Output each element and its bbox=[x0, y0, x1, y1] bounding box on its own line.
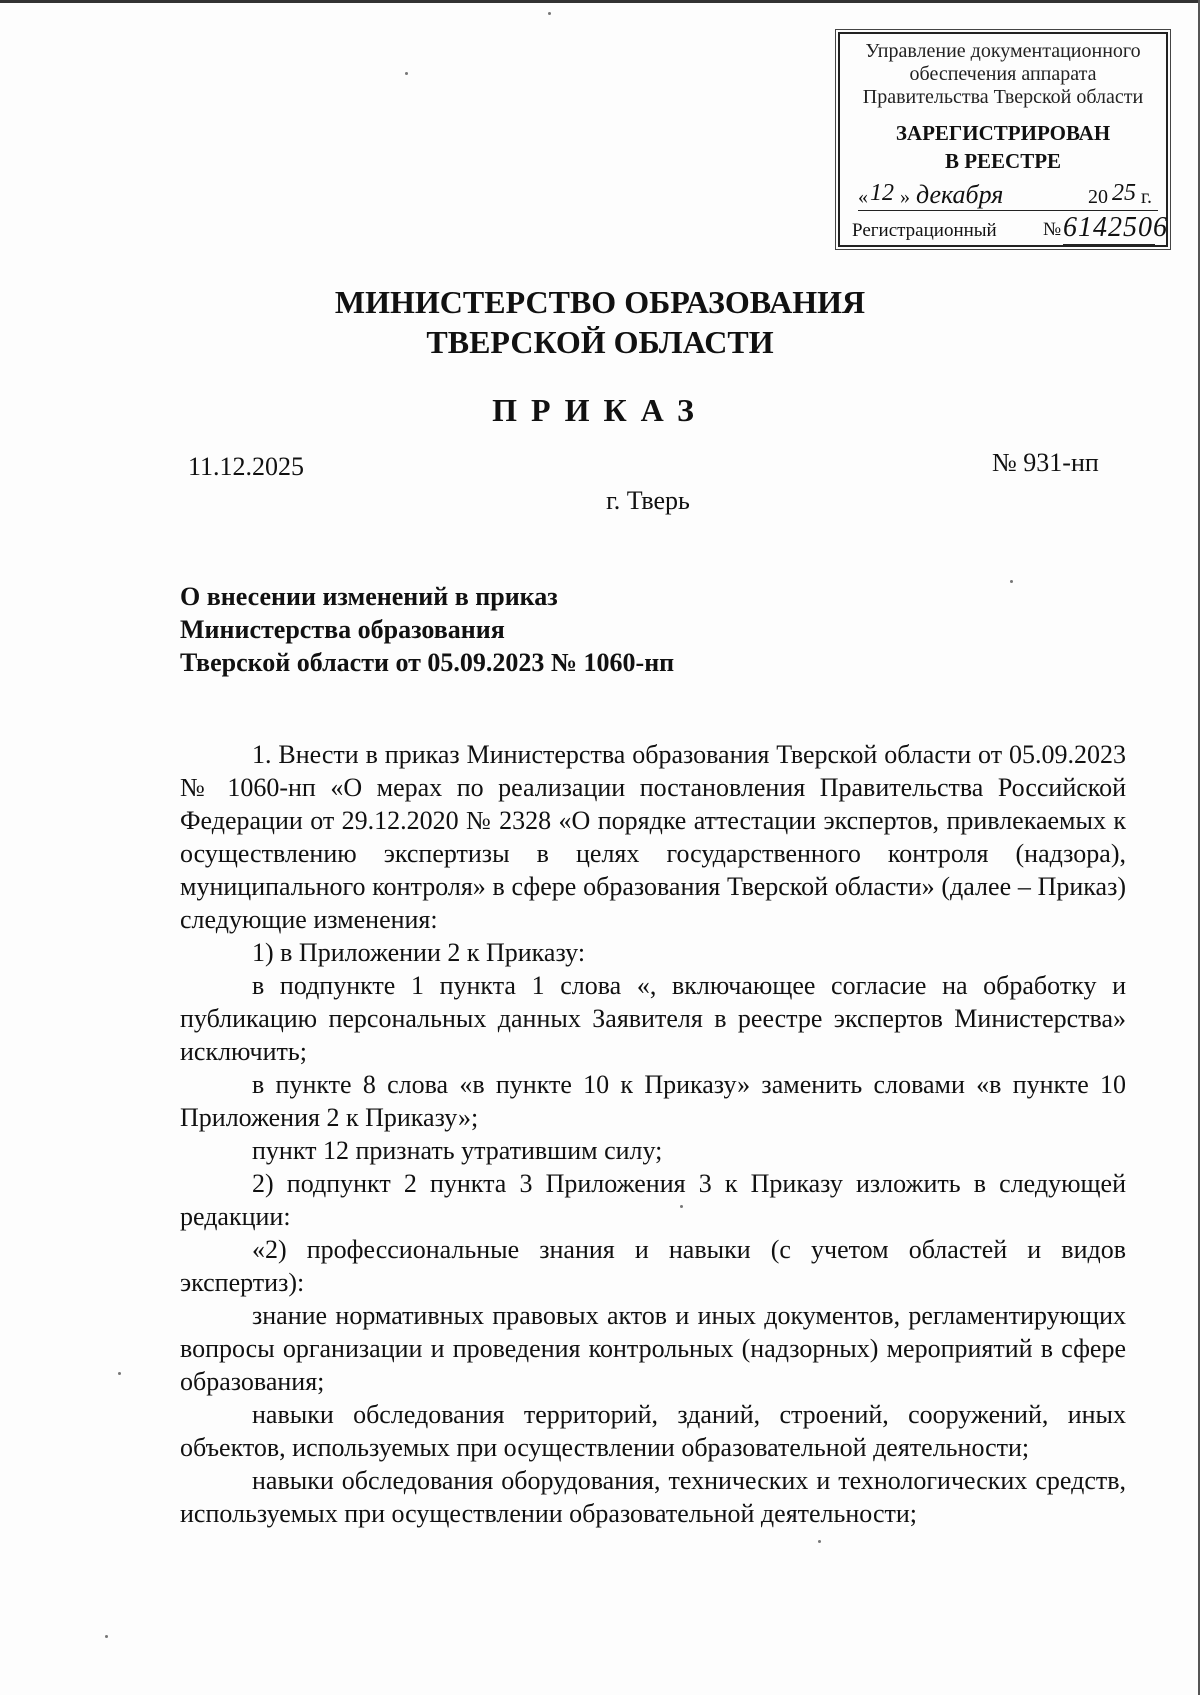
ministry-line: МИНИСТЕРСТВО ОБРАЗОВАНИЯ bbox=[334, 284, 866, 320]
document-subject bbox=[180, 580, 674, 679]
document-date: 11.12.2025 bbox=[188, 452, 305, 481]
document-number: № 931-нп bbox=[992, 448, 1099, 477]
stamp-date-open-quote: « bbox=[858, 186, 868, 208]
stamp-date-day: 12 bbox=[870, 180, 894, 206]
scan-speck bbox=[818, 1540, 821, 1543]
subject-line: Министерства образования bbox=[180, 615, 505, 644]
scan-speck bbox=[1010, 580, 1013, 583]
ministry-title bbox=[0, 282, 1200, 362]
stamp-reg-number: 6142506 bbox=[1063, 212, 1168, 243]
stamp-reg-underline bbox=[1063, 244, 1155, 245]
stamp-date-year-suffix: 25 bbox=[1112, 180, 1136, 206]
body-paragraph: «2) профессиональные знания и навыки (с учетом областей и видов экспертиз): bbox=[180, 1235, 1126, 1297]
stamp-registered-line: В РЕЕСТРЕ bbox=[944, 149, 1062, 173]
stamp-org-line: Правительства Тверской области bbox=[862, 86, 1144, 108]
body-paragraph: знание нормативных правовых актов и иных документов, регламентирующих вопросы организации и проведения контрольных (надзорных) мероприятий в сфере образования; bbox=[180, 1301, 1126, 1396]
document-type: ПРИКАЗ bbox=[492, 392, 708, 428]
body-paragraph: в пункте 8 слова «в пункте 10 к Приказу» заменить словами «в пункте 10 Приложения 2 к Приказу»; bbox=[180, 1070, 1126, 1132]
stamp-date bbox=[850, 180, 1160, 210]
scan-speck bbox=[105, 1635, 108, 1638]
stamp-registered-line: ЗАРЕГИСТРИРОВАН bbox=[895, 121, 1111, 145]
stamp-reg-no-sign: № bbox=[1043, 219, 1062, 240]
ministry-line: ТВЕРСКОЙ ОБЛАСТИ bbox=[426, 324, 774, 360]
body-paragraph: навыки обследования оборудования, технических и технологических средств, используемых при осуществлении образовательной деятельности; bbox=[180, 1466, 1126, 1528]
subject-line: О внесении изменений в приказ bbox=[180, 582, 558, 611]
document-city: г. Тверь bbox=[606, 486, 690, 515]
stamp-date-year-prefix: 20 bbox=[1088, 186, 1108, 208]
body-paragraph: в подпункте 1 пункта 1 слова «, включающее согласие на обработку и публикацию персональных данных Заявителя в реестре экспертов Министерства» исключить; bbox=[180, 971, 1126, 1066]
registration-stamp bbox=[838, 32, 1168, 247]
document-body bbox=[180, 738, 1126, 1530]
stamp-org-line: обеспечения аппарата bbox=[909, 63, 1097, 85]
stamp-date-underline bbox=[858, 210, 1158, 211]
body-paragraph: 2) подпункт 2 пункта 3 Приложения 3 к Приказу изложить в следующей редакции: bbox=[180, 1169, 1126, 1231]
body-paragraph: 1. Внести в приказ Министерства образования Тверской области от 05.09.2023 № 1060-нп «О мерах по реализации постановления Правительства Российской Федерации от 29.12.2020 № 2328 «О порядке аттестации экспертов, привлекаемых к осуществлению экспертизы в целях государственного контроля (надзора), муниципального контроля» в сфере образования Тверской области» (далее – Приказ) следующие изменения: bbox=[180, 740, 1126, 934]
body-paragraph: пункт 12 признать утратившим силу; bbox=[252, 1136, 663, 1165]
body-paragraph: навыки обследования территорий, зданий, строений, сооружений, иных объектов, используемых при осуществлении образовательной деятельности; bbox=[180, 1400, 1126, 1462]
stamp-registered-title bbox=[840, 119, 1166, 175]
body-paragraph: 1) в Приложении 2 к Приказу: bbox=[252, 938, 586, 967]
stamp-date-month: декабря bbox=[916, 180, 1004, 209]
stamp-org-line: Управление документационного bbox=[865, 40, 1141, 62]
scan-speck bbox=[118, 1372, 121, 1375]
stamp-reg-label: Регистрационный bbox=[852, 220, 997, 241]
scan-speck bbox=[680, 1205, 683, 1208]
stamp-registration-number bbox=[850, 212, 1168, 244]
scan-top-edge bbox=[0, 0, 1200, 3]
scan-speck bbox=[405, 72, 408, 75]
scan-speck bbox=[548, 12, 551, 15]
subject-line: Тверской области от 05.09.2023 № 1060-нп bbox=[180, 648, 675, 677]
stamp-date-close-quote: » bbox=[900, 186, 910, 208]
stamp-date-year-unit: г. bbox=[1141, 186, 1152, 208]
stamp-organization bbox=[840, 40, 1166, 109]
